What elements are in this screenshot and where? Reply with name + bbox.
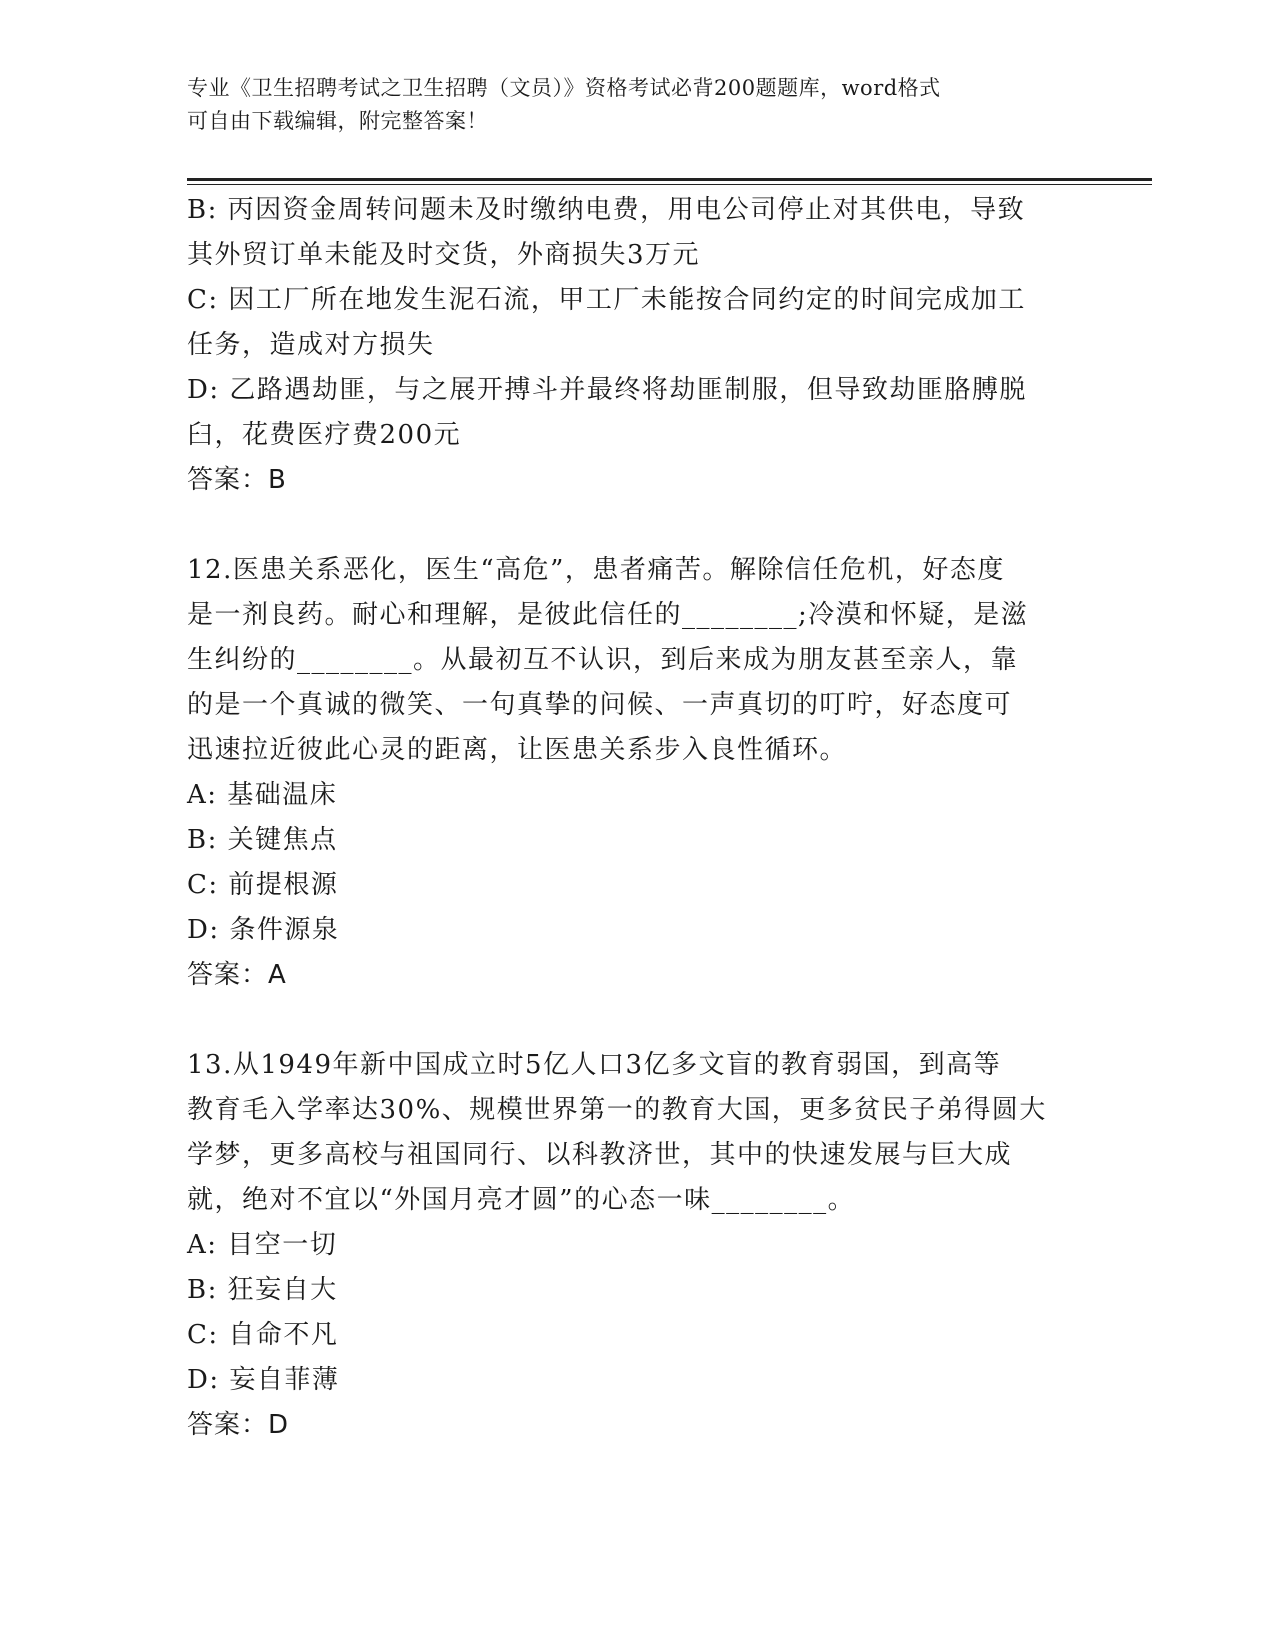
q12-stem-line-4: 的是一个真诚的微笑、一句真挚的问候、一声真切的叮咛，好态度可 bbox=[187, 690, 1013, 720]
q13-option-c: C: 自命不凡 bbox=[187, 1320, 339, 1350]
q13-option-b: B: 狂妄自大 bbox=[187, 1275, 338, 1305]
q13-stem-line-3: 学梦，更多高校与祖国同行、以科教济世，其中的快速发展与巨大成 bbox=[187, 1140, 1013, 1170]
q11-option-c-line-2: 任务，造成对方损失 bbox=[187, 330, 435, 360]
question-13-block bbox=[187, 1043, 1087, 1448]
q13-stem-line-1: 13.从1949年新中国成立时5亿人口3亿多文盲的教育弱国，到高等 bbox=[187, 1050, 1002, 1080]
spacer bbox=[187, 998, 1087, 1043]
q12-stem-line-3: 生纠纷的________。从最初互不认识，到后来成为朋友甚至亲人，靠 bbox=[187, 645, 1019, 675]
q11-option-b-line-1: B: 丙因资金周转问题未及时缴纳电费，用电公司停止对其供电，导致 bbox=[187, 195, 1026, 225]
q13-option-d: D: 妄自菲薄 bbox=[187, 1365, 340, 1395]
q13-stem-line-2: 教育毛入学率达30%、规模世界第一的教育大国，更多贫民子弟得圆大 bbox=[187, 1095, 1047, 1125]
q11-answer: 答案：B bbox=[187, 465, 287, 495]
q12-stem-line-2: 是一剂良药。耐心和理解，是彼此信任的________;冷漠和怀疑，是滋 bbox=[187, 600, 1029, 630]
q12-option-a: A: 基础温床 bbox=[187, 780, 338, 810]
document-header bbox=[187, 72, 1087, 138]
header-title-line-2: 可自由下载编辑，附完整答案！ bbox=[187, 109, 488, 133]
q12-option-b: B: 关键焦点 bbox=[187, 825, 338, 855]
q12-stem-line-1: 12.医患关系恶化，医生“高危”，患者痛苦。解除信任危机，好态度 bbox=[187, 555, 1005, 585]
header-rule-thin bbox=[187, 184, 1152, 185]
q13-option-a: A: 目空一切 bbox=[187, 1230, 338, 1260]
spacer bbox=[187, 503, 1087, 548]
question-11-block bbox=[187, 188, 1087, 503]
q12-option-d: D: 条件源泉 bbox=[187, 915, 340, 945]
q13-stem-line-4: 就，绝对不宜以“外国月亮才圆”的心态一味________。 bbox=[187, 1185, 856, 1215]
header-rule-thick bbox=[187, 178, 1152, 181]
q11-option-d-line-2: 臼，花费医疗费200元 bbox=[187, 420, 462, 450]
q11-option-c-line-1: C: 因工厂所在地发生泥石流，甲工厂未能按合同约定的时间完成加工 bbox=[187, 285, 1026, 315]
q11-option-b-line-2: 其外贸订单未能及时交货，外商损失3万元 bbox=[187, 240, 701, 270]
q12-stem-line-5: 迅速拉近彼此心灵的距离，让医患关系步入良性循环。 bbox=[187, 735, 848, 765]
q12-answer: 答案：A bbox=[187, 960, 287, 990]
q12-option-c: C: 前提根源 bbox=[187, 870, 339, 900]
q13-answer: 答案：D bbox=[187, 1410, 290, 1440]
document-body bbox=[187, 188, 1087, 1448]
header-title-line-1: 专业《卫生招聘考试之卫生招聘（文员）》资格考试必背200题题库，word格式 bbox=[187, 76, 941, 100]
q11-option-d-line-1: D: 乙路遇劫匪，与之展开搏斗并最终将劫匪制服，但导致劫匪胳膊脱 bbox=[187, 375, 1027, 405]
question-12-block bbox=[187, 548, 1087, 998]
